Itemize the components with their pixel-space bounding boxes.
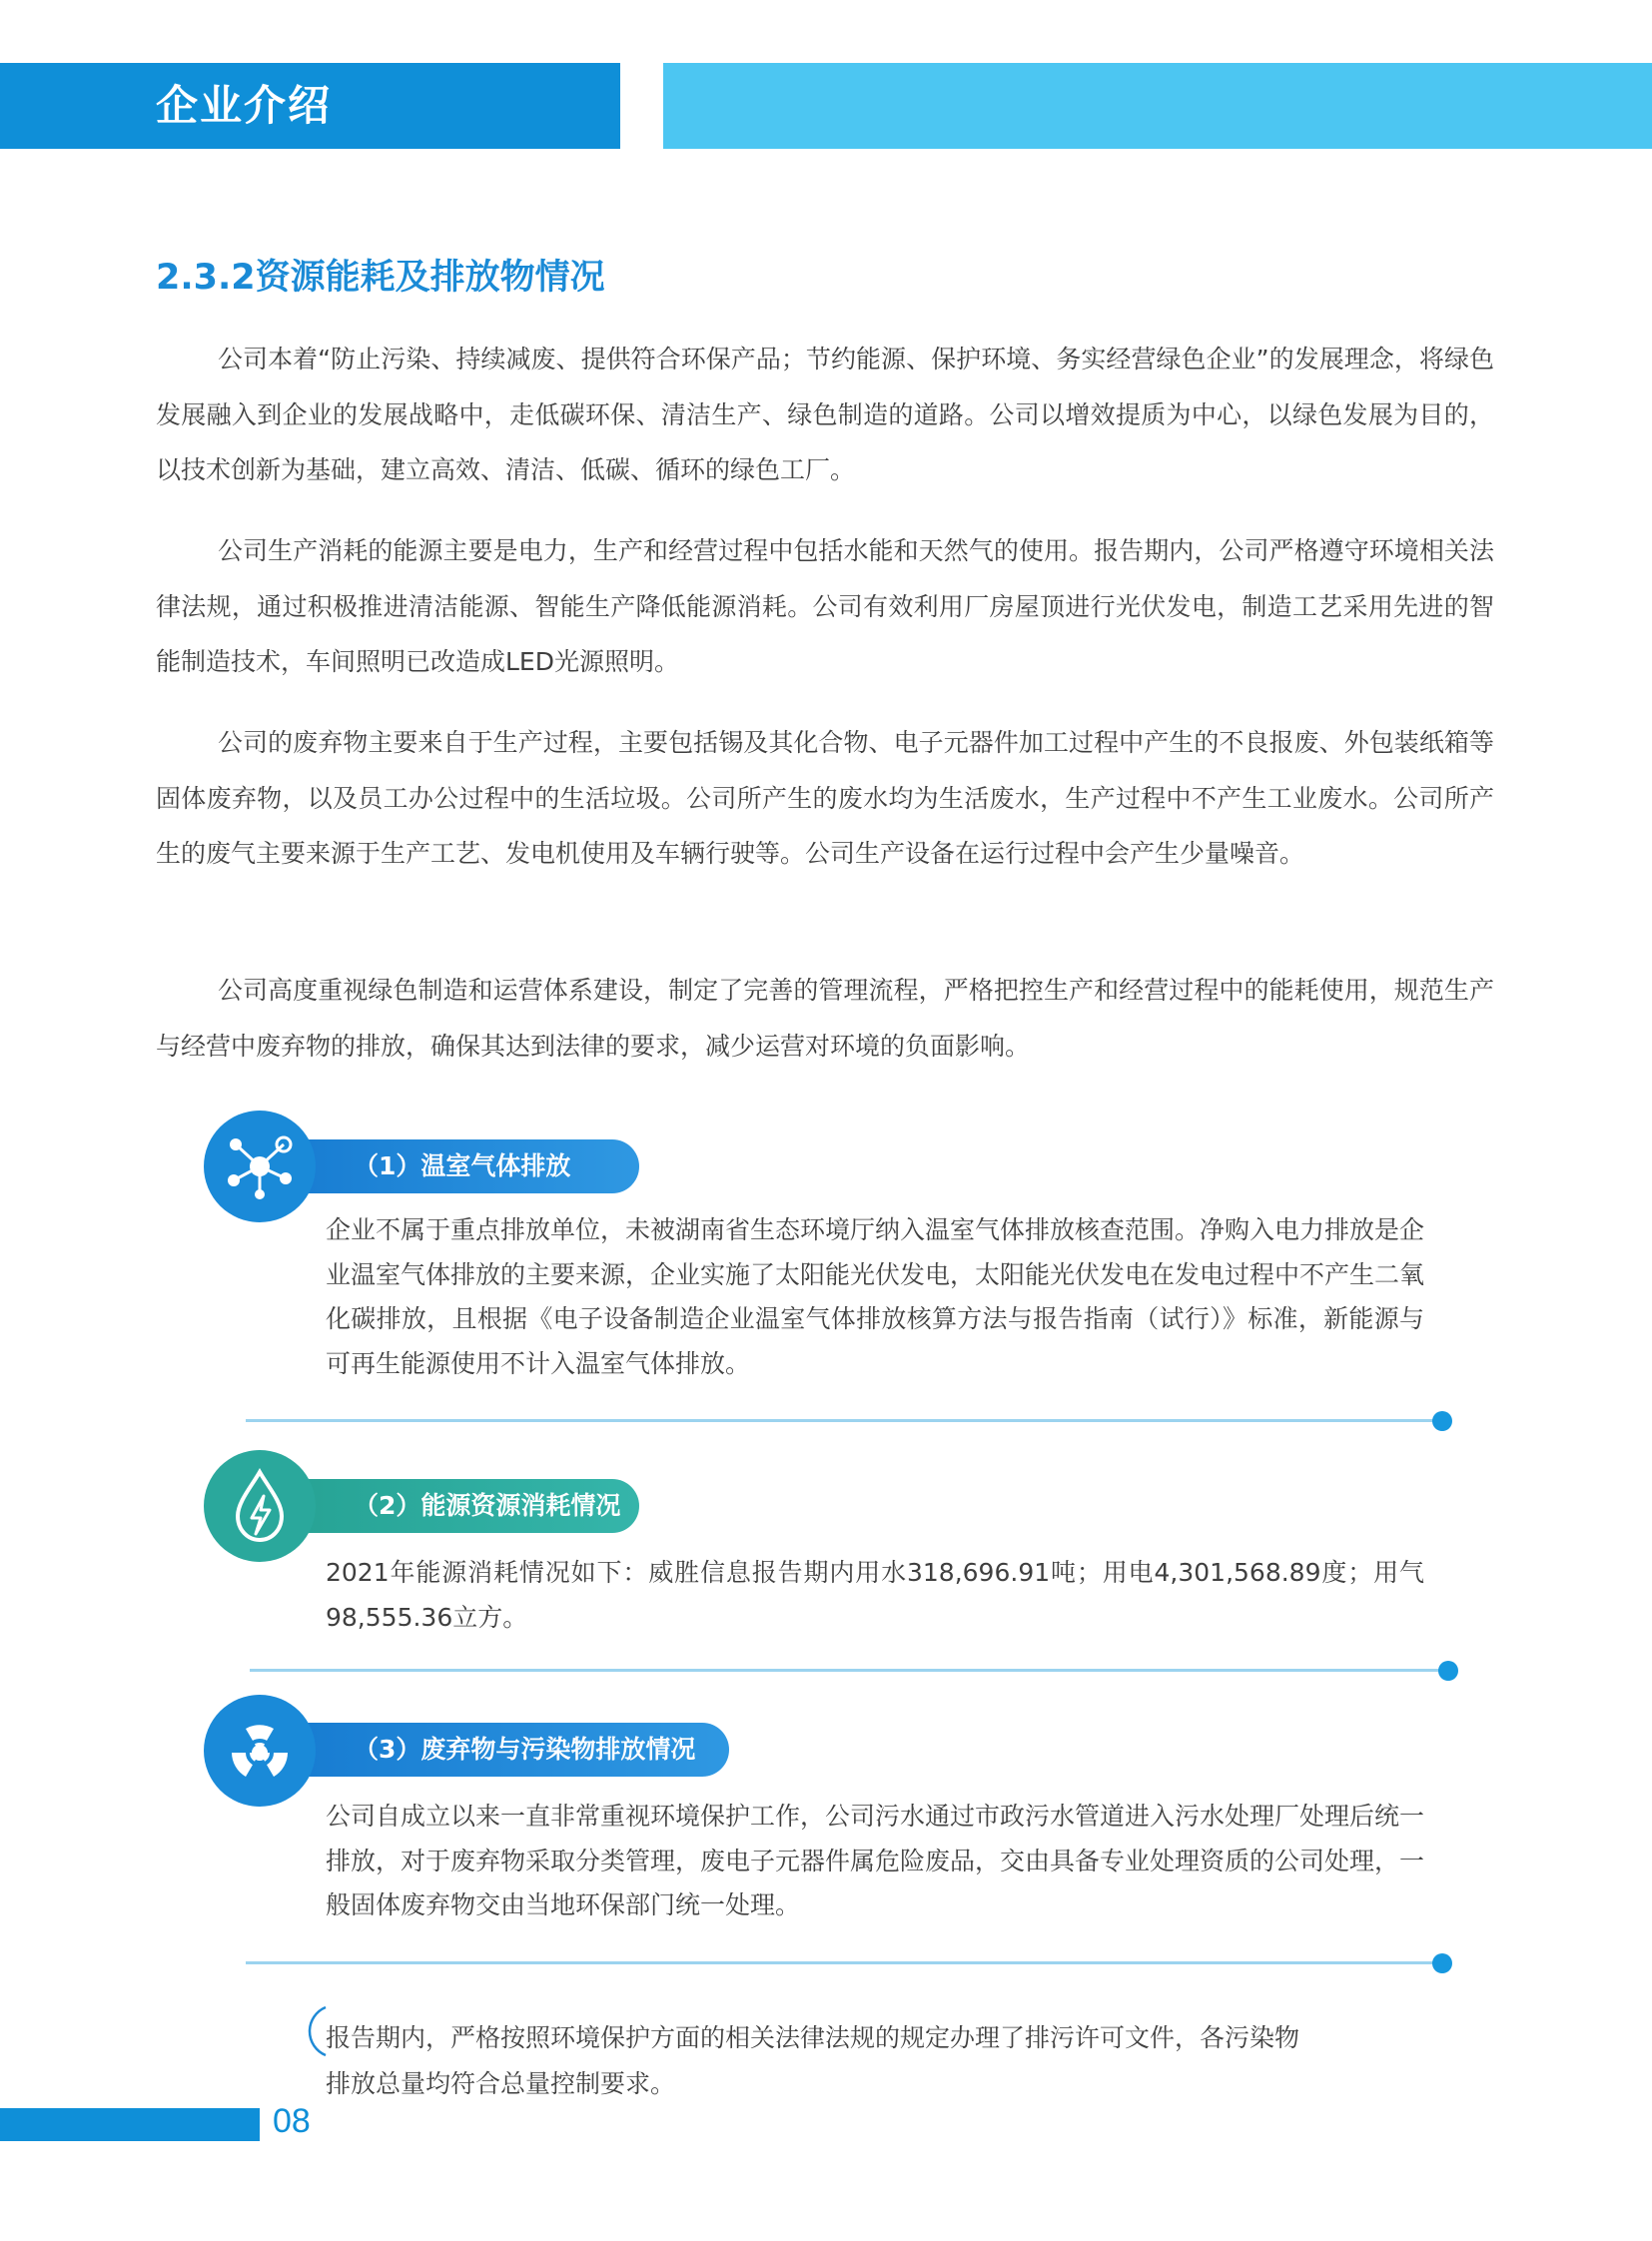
paragraph-development-philosophy: 公司本着“防止污染、持续减废、提供符合环保产品；节约能源、保护环境、务实经营绿色企业”的发展理念，将绿色发展融入到企业的发展战略中，走低碳环保、清洁生产、绿色制造的道路。公司以增效提质为中心，以绿色发展为目的，以技术创新为基础，建立高效、清洁、低碳、循环的绿色工厂。 [156, 345, 1494, 484]
closing-note: 报告期内，严格按照环境保护方面的相关法律法规的规定办理了排污许可文件，各污染物排放总量均符合总量控制要求。 [326, 2023, 1300, 2098]
subsection-body-energy-consumption: 2021年能源消耗情况如下：威胜信息报告期内用水318,696.91吨；用电4,301,568.89度；用气98,555.36立方。 [326, 1558, 1424, 1632]
header-bar-right [663, 63, 1652, 149]
subsection-title-energy-consumption: （2）能源资源消耗情况 [232, 1479, 639, 1533]
subsection-title-greenhouse-gas: （1）温室气体排放 [232, 1139, 639, 1193]
divider-line [250, 1669, 1446, 1672]
footer-bar [0, 2108, 260, 2141]
subsection-body-waste-pollutants: 公司自成立以来一直非常重视环境保护工作，公司污水通过市政污水管道进入污水处理厂处理后统一排放，对于废弃物采取分类管理，废电子元器件属危险废品，交由具备专业处理资质的公司处理，一般固体废弃物交由当地环保部门统一处理。 [326, 1802, 1425, 1919]
divider-dot [1432, 1411, 1452, 1431]
section-title: 2.3.2资源能耗及排放物情况 [156, 258, 605, 298]
water-energy-icon [204, 1450, 316, 1562]
divider-line [246, 1419, 1440, 1422]
paragraph-waste-sources: 公司的废弃物主要来自于生产过程，主要包括锡及其化合物、电子元器件加工过程中产生的不良报废、外包装纸箱等固体废弃物，以及员工办公过程中的生活垃圾。公司所产生的废水均为生活废水，生产过程中不产生工业废水。公司所产生的废气主要来源于生产工艺、发电机使用及车辆行驶等。公司生产设备在运行过程中会产生少量噪音。 [156, 728, 1494, 868]
subsection-title-waste-pollutants: （3）废弃物与污染物排放情况 [232, 1723, 729, 1777]
subsection-body-greenhouse-gas: 企业不属于重点排放单位，未被湖南省生态环境厅纳入温室气体排放核查范围。净购入电力排放是企业温室气体排放的主要来源，企业实施了太阳能光伏发电，太阳能光伏发电在发电过程中不产生二氧化碳排放，且根据《电子设备制造企业温室气体排放核算方法与报告指南（试行）》标准，新能源与可再生能源使用不计入温室气体排放。 [326, 1215, 1425, 1378]
divider-line [246, 1961, 1440, 1964]
paragraph-green-management: 公司高度重视绿色制造和运营体系建设，制定了完善的管理流程，严格把控生产和经营过程中的能耗使用，规范生产与经营中废弃物的排放，确保其达到法律的要求，减少运营对环境的负面影响。 [156, 976, 1494, 1061]
radiation-icon [204, 1695, 316, 1807]
divider-dot [1438, 1661, 1458, 1681]
divider-dot [1432, 1953, 1452, 1973]
paragraph-energy-consumption: 公司生产消耗的能源主要是电力，生产和经营过程中包括水能和天然气的使用。报告期内，公司严格遵守环境相关法律法规，通过积极推进清洁能源、智能生产降低能源消耗。公司有效利用厂房屋顶进行光伏发电，制造工艺采用先进的智能制造技术，车间照明已改造成LED光源照明。 [156, 536, 1494, 676]
header-title: 企业介绍 [156, 81, 333, 130]
page-number: 08 [273, 2102, 311, 2140]
molecule-icon [204, 1111, 316, 1222]
